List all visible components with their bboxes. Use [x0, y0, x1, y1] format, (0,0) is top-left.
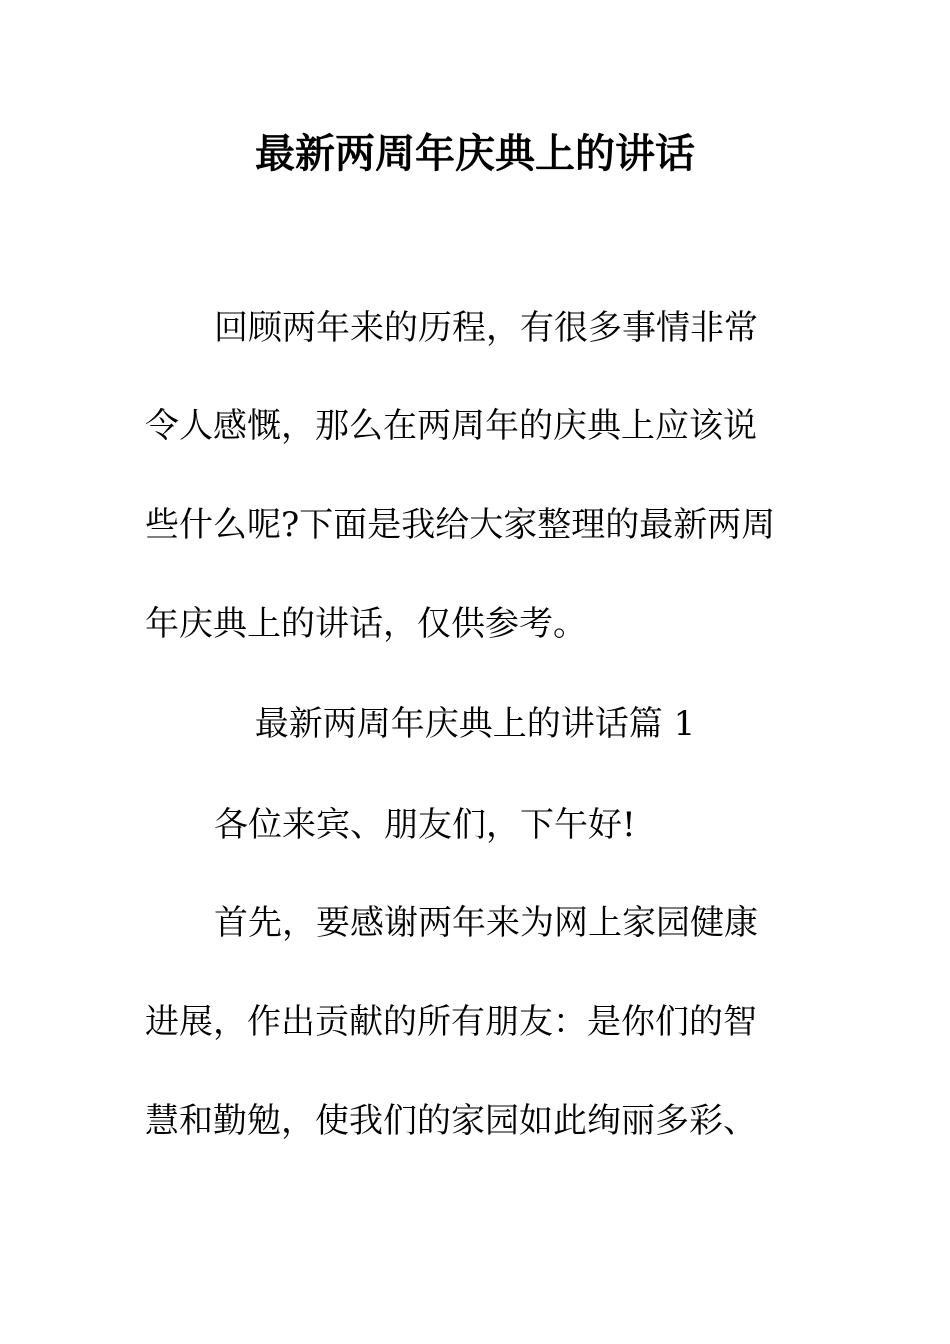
paragraph-line: 进展，作出贡献的所有朋友：是你们的智 [145, 1002, 757, 1042]
paragraph-line: 年庆典上的讲话，仅供参考。 [145, 604, 587, 644]
paragraph-line: 些什么呢?下面是我给大家整理的最新两周 [145, 505, 776, 545]
document-title: 最新两周年庆典上的讲话 [255, 130, 695, 177]
paragraph-line: 回顾两年来的历程，有很多事情非常 [214, 308, 758, 348]
section-heading: 最新两周年庆典上的讲话篇 1 [254, 704, 696, 744]
greeting-line: 各位来宾、朋友们，下午好! [214, 805, 636, 845]
paragraph-line: 慧和勤勉，使我们的家园如此绚丽多彩、 [145, 1101, 757, 1141]
paragraph-line: 首先，要感谢两年来为网上家园健康 [214, 903, 758, 943]
paragraph-line: 令人感慨，那么在两周年的庆典上应该说 [145, 406, 757, 446]
